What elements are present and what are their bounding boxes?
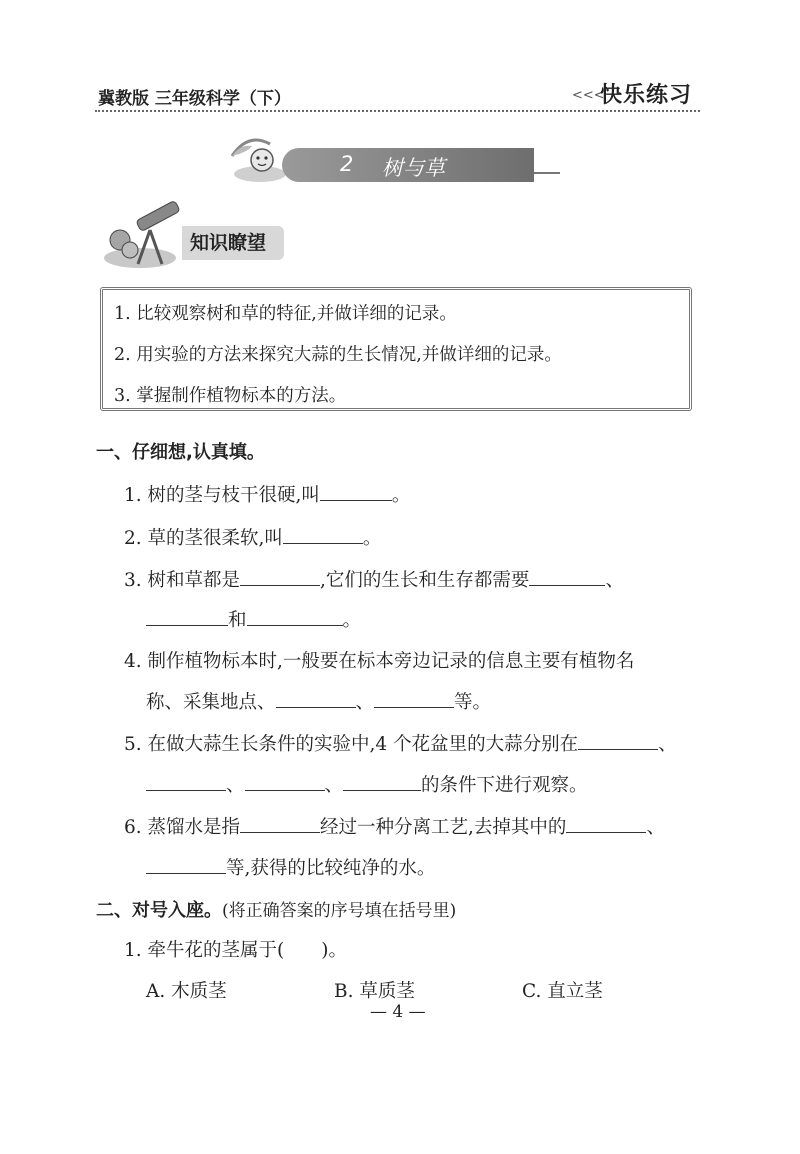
section-label-knowledge: 知识瞭望 <box>182 226 284 260</box>
answer-blank[interactable] <box>146 772 226 791</box>
lesson-number: 2 <box>340 152 354 176</box>
answer-blank[interactable] <box>578 731 658 750</box>
answer-blank[interactable] <box>374 689 454 708</box>
question-2-1: 1. 牵牛花的茎属于( )。 <box>124 940 347 961</box>
option-b: B. 草质茎 <box>334 981 415 1002</box>
option-a: A. 木质茎 <box>146 981 227 1002</box>
answer-blank[interactable] <box>343 772 421 791</box>
question-1-3: 3. 树和草都是 ,它们的生长和生存都需要 、 <box>124 566 624 592</box>
answer-blank[interactable] <box>276 689 356 708</box>
answer-blank[interactable] <box>245 772 325 791</box>
answer-blank[interactable] <box>566 814 646 833</box>
question-1-5: 5. 在做大蒜生长条件的实验中,4 个花盆里的大蒜分别在 、 <box>124 730 677 756</box>
question-1-1: 1. 树的茎与枝干很硬,叫 。 <box>124 481 410 507</box>
page-number: — 4 — <box>370 1002 426 1022</box>
option-c: C. 直立茎 <box>522 981 603 1002</box>
lesson-title: 树与草 <box>382 156 445 180</box>
question-1-6: 6. 蒸馏水是指 经过一种分离工艺,去掉其中的 、 <box>124 813 665 839</box>
objective-item: 2. 用实验的方法来探究大蒜的生长情况,并做详细的记录。 <box>114 345 562 365</box>
objective-item: 3. 掌握制作植物标本的方法。 <box>114 386 347 406</box>
section1-heading: 一、仔细想,认真填。 <box>96 442 265 463</box>
answer-blank[interactable] <box>146 855 226 874</box>
objective-item: 1. 比较观察树和草的特征,并做详细的记录。 <box>114 304 457 324</box>
lesson-title-banner <box>282 148 534 182</box>
question-1-5-cont: 、 、 的条件下进行观察。 <box>146 771 588 797</box>
header-arrows: <<< <box>572 88 605 103</box>
section2-heading: 二、对号入座。(将正确答案的序号填在括号里) <box>96 900 457 921</box>
book-title: 冀教版 三年级科学（下） <box>98 89 291 109</box>
series-title: 快乐练习 <box>600 83 693 108</box>
answer-blank[interactable] <box>283 525 363 544</box>
mascot-illustration <box>226 130 290 186</box>
question-1-2: 2. 草的茎很柔软,叫 。 <box>124 524 381 550</box>
answer-blank[interactable] <box>240 814 320 833</box>
section2-instruction: (将正确答案的序号填在括号里) <box>222 901 457 921</box>
answer-blank[interactable] <box>529 567 605 586</box>
answer-blank[interactable] <box>240 567 320 586</box>
telescope-illustration <box>100 200 190 272</box>
header-divider <box>95 110 700 112</box>
answer-blank[interactable] <box>146 607 228 626</box>
answer-blank[interactable] <box>247 607 343 626</box>
question-1-3-cont: 和 。 <box>146 606 361 632</box>
question-1-4: 4. 制作植物标本时,一般要在标本旁边记录的信息主要有植物名 <box>124 651 635 672</box>
question-1-6-cont: 等,获得的比较纯净的水。 <box>146 854 435 880</box>
question-1-4-cont: 称、采集地点、 、 等。 <box>146 688 491 714</box>
answer-blank[interactable] <box>320 482 392 501</box>
banner-underline <box>534 172 560 174</box>
